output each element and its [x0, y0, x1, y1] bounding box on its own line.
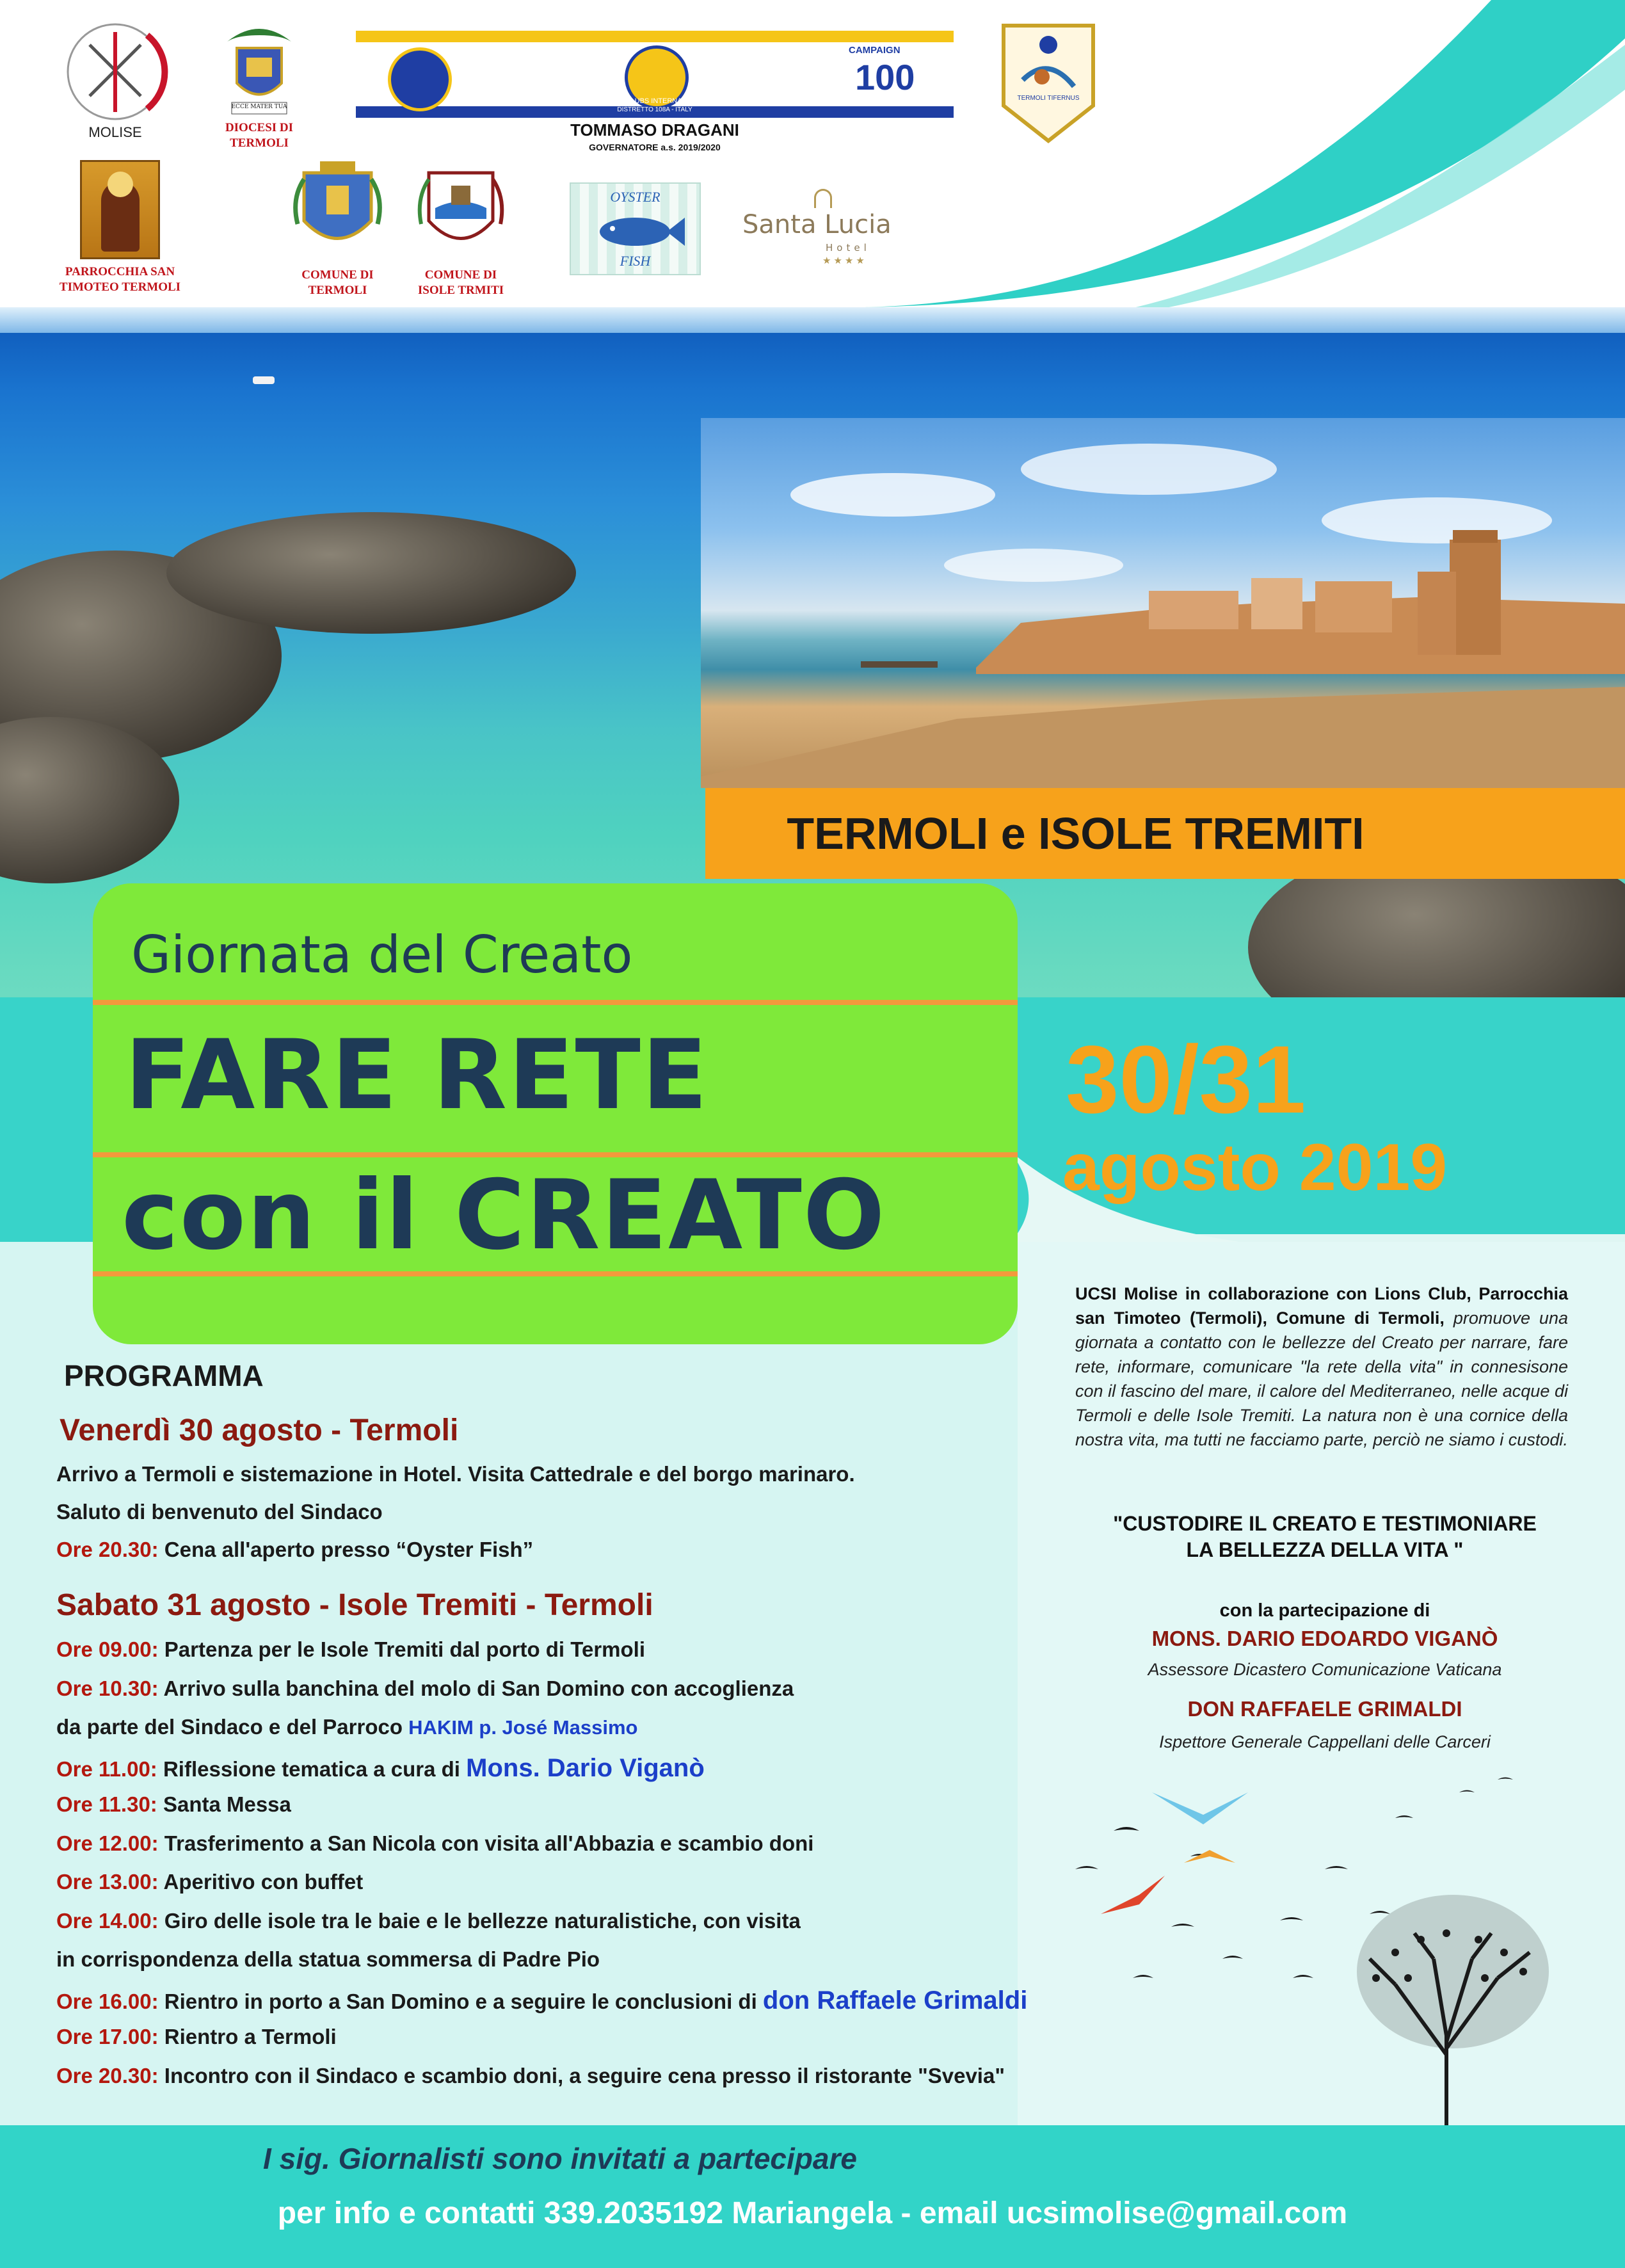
hotel-sub: Hotel	[826, 242, 870, 253]
saint-halo	[108, 172, 133, 197]
club-pennant-caption: TERMOLI TIFERNUS	[1017, 95, 1080, 102]
campaign-number: 100	[855, 57, 915, 97]
governor-role: GOVERNATORE a.s. 2019/2020	[589, 142, 721, 152]
programme-item	[56, 1538, 533, 1562]
hotel-name: Santa Lucia	[742, 210, 892, 239]
birds-tree-illustration	[1037, 1767, 1600, 2125]
guest2-name: DON RAFFAELE GRIMALDI	[1187, 1697, 1462, 1721]
guests-intro: con la partecipazione di	[1219, 1600, 1430, 1621]
programme-text: Rientro in porto a San Domino e a seguire le conclusioni di	[158, 1989, 763, 2013]
programme-time: Ore 16.00:	[56, 1989, 159, 2013]
programme-highlight: don Raffaele Grimaldi	[762, 1986, 1028, 2015]
sea-horizon	[0, 307, 1625, 333]
programme-item	[56, 1792, 291, 1817]
bird-red	[1101, 1876, 1165, 1914]
programma-title: PROGRAMMA	[64, 1359, 264, 1392]
title-rule-2	[93, 1152, 1018, 1157]
programme-item	[56, 1637, 645, 1662]
programme-item	[56, 1909, 801, 1933]
location-title: TERMOLI e ISOLE TREMITI	[787, 808, 1365, 858]
parrocchia-icon	[80, 160, 160, 259]
ucsi-caption: MOLISE	[88, 124, 142, 140]
programme-time: Ore 11.30:	[56, 1792, 157, 1816]
comune-termoli-caption: COMUNE DI TERMOLI	[301, 268, 374, 297]
intro-bold: UCSI Molise in collaborazione con Lions Club, Parrocchia san Timoteo (Termoli), Comune di Termoli,	[1075, 1284, 1568, 1328]
programme-text: Rientro a Termoli	[158, 2025, 337, 2048]
bird-orange	[1184, 1850, 1235, 1863]
campaign-label: CAMPAIGN	[849, 45, 901, 56]
governor-name: TOMMASO DRAGANI	[570, 120, 739, 140]
footer-invite: I sig. Giornalisti sono invitati a partecipare	[263, 2142, 857, 2175]
intro-italic: promuove una giornata a contatto con le bellezze del Creato per narrare, fare rete, informare, comunicare "la rete della vita" in connesisone con il fascino del mare, il calore del Mediterraneo, nelle acque di Termoli e delle Isole Tremiti. La natura non è una cornice della nostra vita, ma tutti ne facciamo parte, perciò ne siamo i custodi.	[1075, 1308, 1568, 1449]
programme-time: Ore 10.30:	[56, 1676, 159, 1700]
termoli-skyline	[701, 418, 1625, 788]
title-rule-3	[93, 1271, 1018, 1276]
parrocchia-caption: PARROCCHIA SAN TIMOTEO TERMOLI	[59, 265, 181, 294]
programme-text: Incontro con il Sindaco e scambio doni, a seguire cena presso il ristorante "Svevia"	[158, 2063, 1005, 2087]
programme-time: Ore 14.00:	[56, 1908, 159, 1933]
programme-item	[56, 1986, 1027, 2015]
programme-text: Partenza per le Isole Tremiti dal porto di Termoli	[158, 1637, 646, 1661]
programme-text: Riflessione tematica a cura di	[157, 1757, 467, 1781]
comune-tremiti-crest	[416, 160, 506, 259]
day2-heading: Sabato 31 agosto - Isole Tremiti - Termoli	[56, 1588, 653, 1622]
club-pennant	[997, 22, 1100, 144]
programme-time: Ore 12.00:	[56, 1831, 159, 1855]
programme-text: Cena all'aperto presso “Oyster Fish”	[158, 1538, 534, 1561]
programme-highlight: Mons. Dario Viganò	[466, 1753, 705, 1782]
fish-icon	[590, 213, 686, 251]
date-days: 30/31	[1066, 1025, 1306, 1133]
title-line-2: con il CREATO	[122, 1160, 886, 1271]
title-rule-1	[93, 1000, 1018, 1005]
programme-item	[56, 1754, 705, 1783]
programme-item	[56, 1947, 600, 1972]
lions-line-2: DISTRETTO 108A - ITALY	[617, 106, 692, 113]
footer-contacts: per info e contatti 339.2035192 Mariangela - email ucsimolise@gmail.com	[277, 2196, 1348, 2230]
comune-termoli-crest	[291, 160, 384, 259]
bird-blue	[1152, 1792, 1248, 1824]
programme-item	[56, 1715, 637, 1739]
programme-time: Ore 20.30:	[56, 1538, 159, 1561]
programme-text: Aperitivo con buffet	[158, 1870, 364, 1894]
hotel-bell-icon	[814, 189, 832, 208]
programme-text: Giro delle isole tra le baie e le bellezze naturalistiche, con visita	[158, 1908, 801, 1933]
programme-item	[56, 2025, 337, 2049]
programme-text: Saluto di benvenuto del Sindaco	[56, 1500, 383, 1524]
ucsi-logo	[51, 19, 179, 125]
guest2-role: Ispettore Generale Cappellani delle Carceri	[1159, 1732, 1491, 1751]
comune-tremiti-caption: COMUNE DI ISOLE TRMITI	[417, 268, 504, 297]
programme-time: Ore 13.00:	[56, 1870, 159, 1894]
diocesi-caption: DIOCESI DI TERMOLI	[225, 121, 294, 150]
programme-item	[56, 1500, 383, 1524]
programme-time: Ore 09.00:	[56, 1637, 159, 1661]
date-month-year: agosto 2019	[1062, 1130, 1448, 1205]
intro-paragraph	[1075, 1282, 1568, 1452]
guest1-name: MONS. DARIO EDOARDO VIGANÒ	[1151, 1627, 1498, 1650]
programme-text: Arrivo sulla banchina del molo di San Domino con accoglienza	[158, 1676, 794, 1700]
day1-heading: Venerdì 30 agosto - Termoli	[60, 1413, 459, 1447]
diocesi-motto: ECCE MATER TUA	[231, 104, 287, 110]
rock-island	[166, 512, 576, 634]
programme-item	[56, 2064, 1005, 2088]
guest1-role: Assessore Dicastero Comunicazione Vaticana	[1148, 1660, 1502, 1679]
hotel-stars: ★★★★	[822, 255, 867, 266]
title-kicker: Giornata del Creato	[131, 925, 633, 985]
programme-text: in corrispondenza della statua sommersa di Padre Pio	[56, 1947, 600, 1971]
motto-line-1: "CUSTODIRE IL CREATO E TESTIMONIARE	[1113, 1512, 1537, 1535]
programme-text: Arrivo a Termoli e sistemazione in Hotel. Visita Cattedrale e del borgo marinaro.	[56, 1462, 855, 1486]
title-line-1: FARE RETE	[125, 1020, 709, 1131]
termoli-photo	[701, 418, 1625, 788]
programme-item	[56, 1831, 813, 1856]
programme-item	[56, 1462, 855, 1486]
programme-time: Ore 17.00:	[56, 2025, 159, 2048]
programme-time: Ore 11.00:	[56, 1757, 157, 1781]
boat	[253, 376, 275, 384]
oyster-fish-logo	[570, 182, 701, 275]
oyster-label: OYSTER	[610, 189, 660, 205]
programme-text: Santa Messa	[157, 1792, 291, 1816]
programme-time: Ore 20.30:	[56, 2063, 159, 2087]
programme-item	[56, 1677, 794, 1701]
motto-line-2: LA BELLEZZA DELLA VITA "	[1186, 1538, 1464, 1561]
lions-line-1: LIONS CLUBS INTERNATIONAL	[602, 97, 707, 105]
programme-text: Trasferimento a San Nicola con visita all'Abbazia e scambio doni	[158, 1831, 814, 1855]
programme-item	[56, 1870, 363, 1894]
fish-label: FISH	[620, 253, 651, 269]
programme-text: da parte del Sindaco e del Parroco	[56, 1715, 409, 1739]
programme-highlight: HAKIM p. José Massimo	[408, 1716, 638, 1739]
